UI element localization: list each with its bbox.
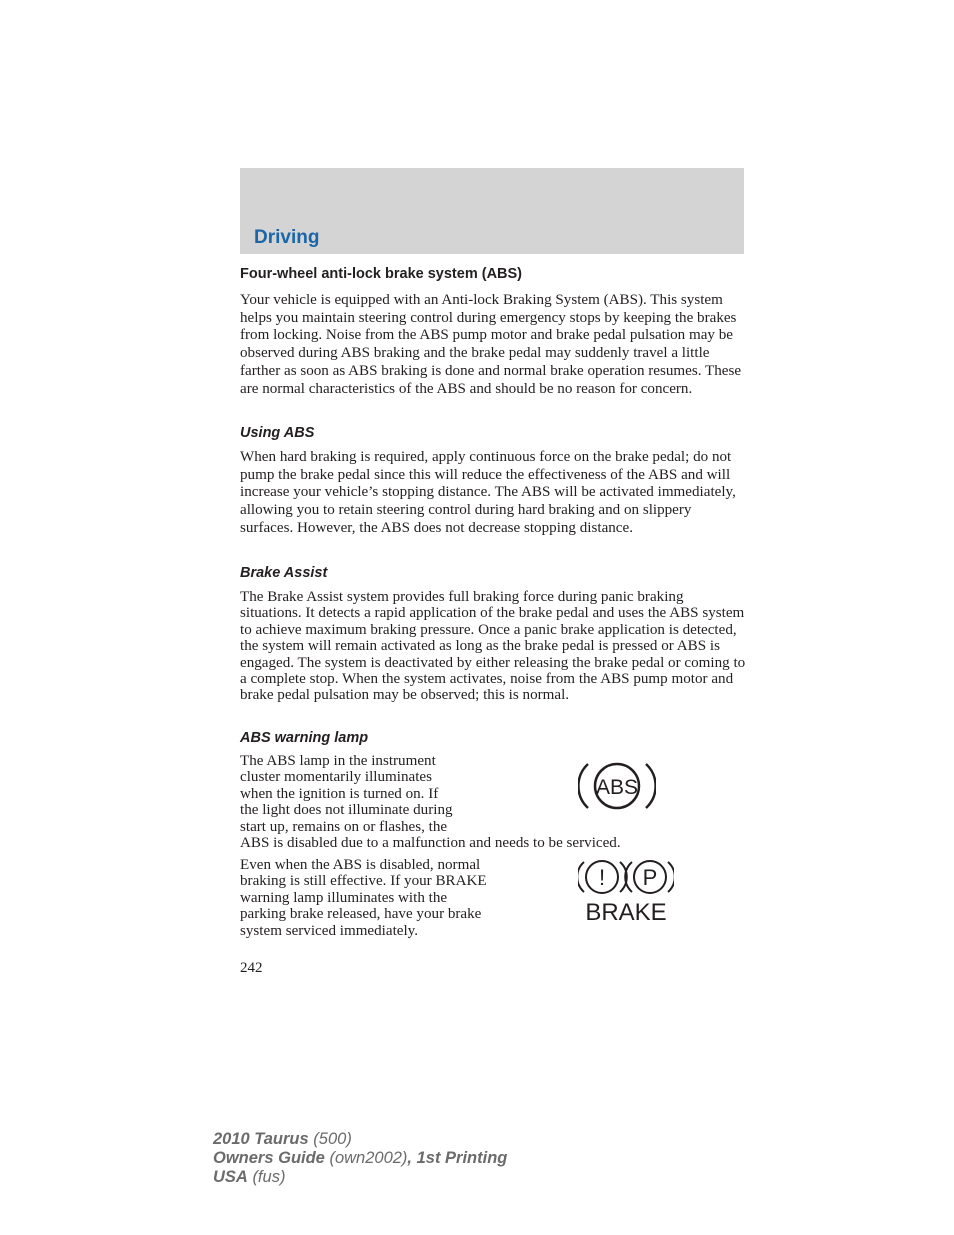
lamp-line: the light does not illuminate during <box>240 802 453 819</box>
paragraph-brake-assist: The Brake Assist system provides full braking force during panic braking situations. It detects a rapid application of the brake pedal and uses the ABS system to achieve maximum braking pressure. Once a panic brake application is detected, the system will remain activated as long as the brake pedal is pressed or ABS is engaged. The system is deactivated by either releasing the brake pedal or coming to a complete stop. When the system activates, noise from the ABS pump motor and brake pedal pulsation may be observed; this is normal. <box>240 589 746 704</box>
abs-warning-icon <box>578 756 656 816</box>
lamp-line: start up, remains on or flashes, the <box>240 818 448 835</box>
lamp-line: cluster momentarily illuminates <box>240 769 432 786</box>
brake-exclaim-text: ! <box>598 865 606 890</box>
heading-abs: Four-wheel anti-lock brake system (ABS) <box>240 266 523 282</box>
footer-guide-code: (own2002) <box>329 1149 408 1167</box>
document-footer <box>213 1130 507 1187</box>
abs-icon-text: ABS <box>595 776 639 799</box>
brake-word-text: BRAKE <box>585 899 667 924</box>
brake-p-text: P <box>642 865 658 890</box>
section-title: Driving <box>254 227 320 248</box>
lamp-line: when the ignition is turned on. If <box>240 785 439 802</box>
footer-region: USA <box>213 1168 248 1186</box>
footer-printing: , 1st Printing <box>407 1149 508 1167</box>
footer-model-code: (500) <box>313 1130 352 1148</box>
paragraph-abs-lamp <box>240 753 746 851</box>
footer-line-model <box>213 1130 507 1149</box>
lamp-line: ABS is disabled due to a malfunction and needs to be serviced. <box>240 835 621 852</box>
footer-line-guide <box>213 1149 507 1168</box>
paragraph-abs-disabled: Even when the ABS is disabled, normal braking is still effective. If your BRAKE warning lamp illuminates with the parking brake released, have your brake system serviced immediately. <box>240 857 487 939</box>
heading-brake-assist: Brake Assist <box>240 565 328 581</box>
footer-model: 2010 Taurus <box>213 1130 309 1148</box>
footer-region-code: (fus) <box>252 1168 286 1186</box>
lamp-line: The ABS lamp in the instrument <box>240 753 436 769</box>
footer-guide: Owners Guide <box>213 1149 325 1167</box>
brake-warning-icon <box>578 858 674 924</box>
paragraph-using-abs: When hard braking is required, apply continuous force on the brake pedal; do not pump the brake pedal since this will reduce the effectiveness of the ABS and will increase your vehicle’s stopping distance. The ABS will be activated immediately, allowing you to retain steering control during hard braking and on slippery surfaces. However, the ABS does not decrease stopping distance. <box>240 449 736 536</box>
page-number: 242 <box>240 960 263 976</box>
paragraph-abs-intro: Your vehicle is equipped with an Anti-lock Braking System (ABS). This system helps you maintain steering control during emergency stops by keeping the brakes from locking. Noise from the ABS pump motor and brake pedal pulsation may be observed during ABS braking and the brake pedal may suddenly travel a little farther as soon as ABS braking is done and normal brake operation resumes. These are normal characteristics of the ABS and should be no reason for concern. <box>240 292 742 397</box>
footer-line-region <box>213 1168 507 1187</box>
heading-abs-warning-lamp: ABS warning lamp <box>240 730 369 746</box>
heading-using-abs: Using ABS <box>240 425 315 441</box>
